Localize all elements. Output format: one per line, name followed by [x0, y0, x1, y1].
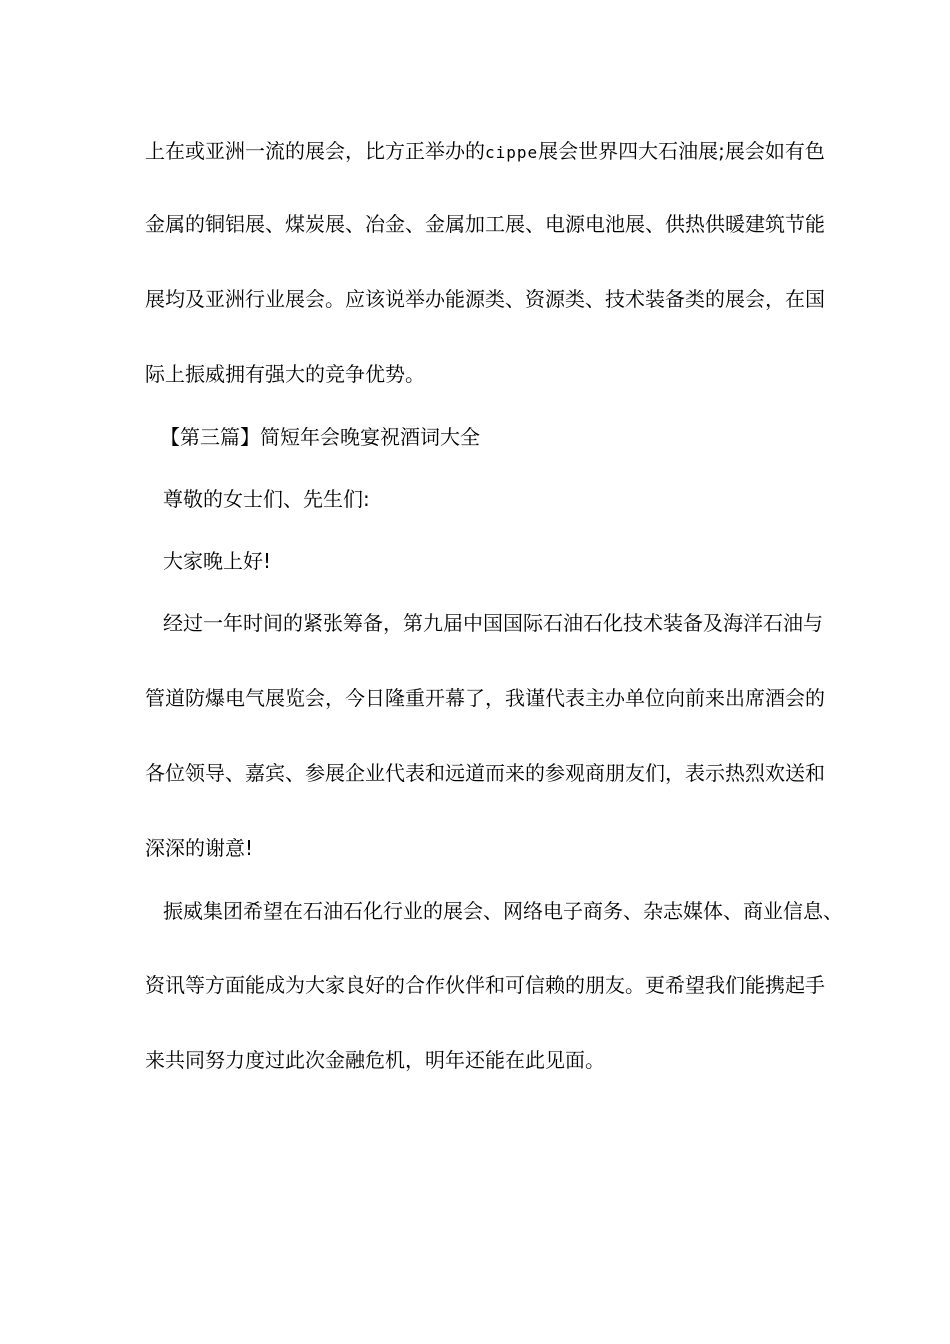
paragraph-1-line-1-text-b: 展会世界四大石油展;展会如有色: [538, 139, 825, 163]
paragraph-3-line-3: 来共同努力度过此次金融危机，明年还能在此见面。: [145, 1048, 605, 1072]
paragraph-1-line-2: 金属的铜铝展、煤炭展、冶金、金属加工展、电源电池展、供热供暖建筑节能: [145, 212, 825, 236]
paragraph-2-line-3: 各位领导、嘉宾、参展企业代表和远道而来的参观商朋友们，表示热烈欢送和: [145, 761, 825, 785]
paragraph-2-line-1: 经过一年时间的紧张筹备，第九届中国国际石油石化技术装备及海洋石油与: [163, 611, 823, 635]
paragraph-2-line-2: 管道防爆电气展览会，今日隆重开幕了，我谨代表主办单位向前来出席酒会的: [145, 686, 825, 710]
cippe-term: cippe: [485, 143, 539, 162]
salutation: 尊敬的女士们、先生们:: [163, 487, 370, 511]
section-heading: 【第三篇】简短年会晚宴祝酒词大全: [160, 425, 480, 449]
paragraph-1-line-1-text-a: 上在或亚洲一流的展会，比方正举办的: [145, 139, 485, 163]
paragraph-3-line-2: 资讯等方面能成为大家良好的合作伙伴和可信赖的朋友。更希望我们能携起手: [145, 973, 825, 997]
paragraph-1-line-3: 展均及亚洲行业展会。应该说举办能源类、资源类、技术装备类的展会，在国: [145, 287, 825, 311]
greeting: 大家晚上好!: [163, 549, 272, 573]
paragraph-2-line-4: 深深的谢意!: [145, 836, 254, 860]
paragraph-3-line-1: 振威集团希望在石油石化行业的展会、网络电子商务、杂志媒体、商业信息、: [163, 899, 843, 923]
paragraph-1-line-1: [145, 139, 825, 165]
paragraph-1-line-4: 际上振威拥有强大的竞争优势。: [145, 362, 425, 386]
